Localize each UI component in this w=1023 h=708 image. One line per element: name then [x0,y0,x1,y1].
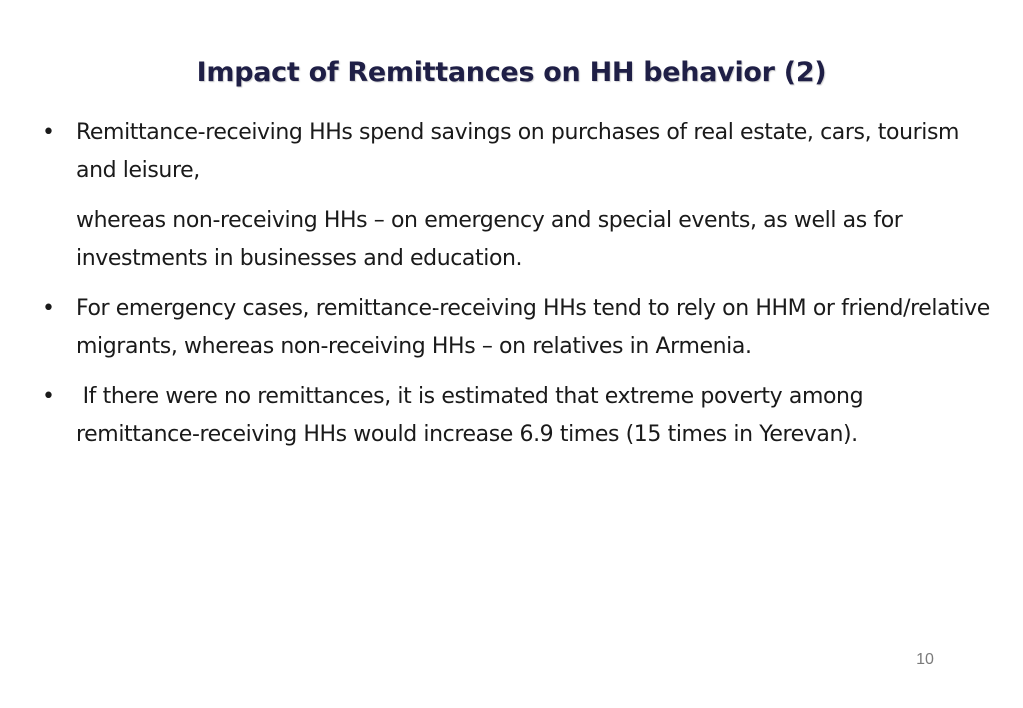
bullet-item-emergency [42,290,992,365]
bullet-item-poverty [42,378,992,453]
page-number: 10 [916,651,934,668]
bullet-list [42,114,992,466]
bullet-symbol: • [42,296,55,321]
slide-title: Impact of Remittances on HH behavior (2) [196,57,827,89]
bullet-text-poverty: If there were no remittances, it is estimated that extreme poverty among remittance-receiving HHs would increase 6.9 times (15 times in Yerevan). [76,384,870,447]
bullet-item-spending [42,114,992,277]
bullet-symbol: • [42,384,55,409]
bullet-text-spending: Remittance-receiving HHs spend savings on purchases of real estate, cars, tourism and leisure, [76,120,960,183]
bullet-text-emergency: For emergency cases, remittance-receiving HHs tend to rely on HHM or friend/relative migrants, whereas non-receiving HHs – on relatives in Armenia. [76,296,990,359]
bullet-symbol: • [42,120,55,145]
bullet-text-spending-continuation: whereas non-receiving HHs – on emergency and special events, as well as for investments in businesses and education. [76,208,903,271]
